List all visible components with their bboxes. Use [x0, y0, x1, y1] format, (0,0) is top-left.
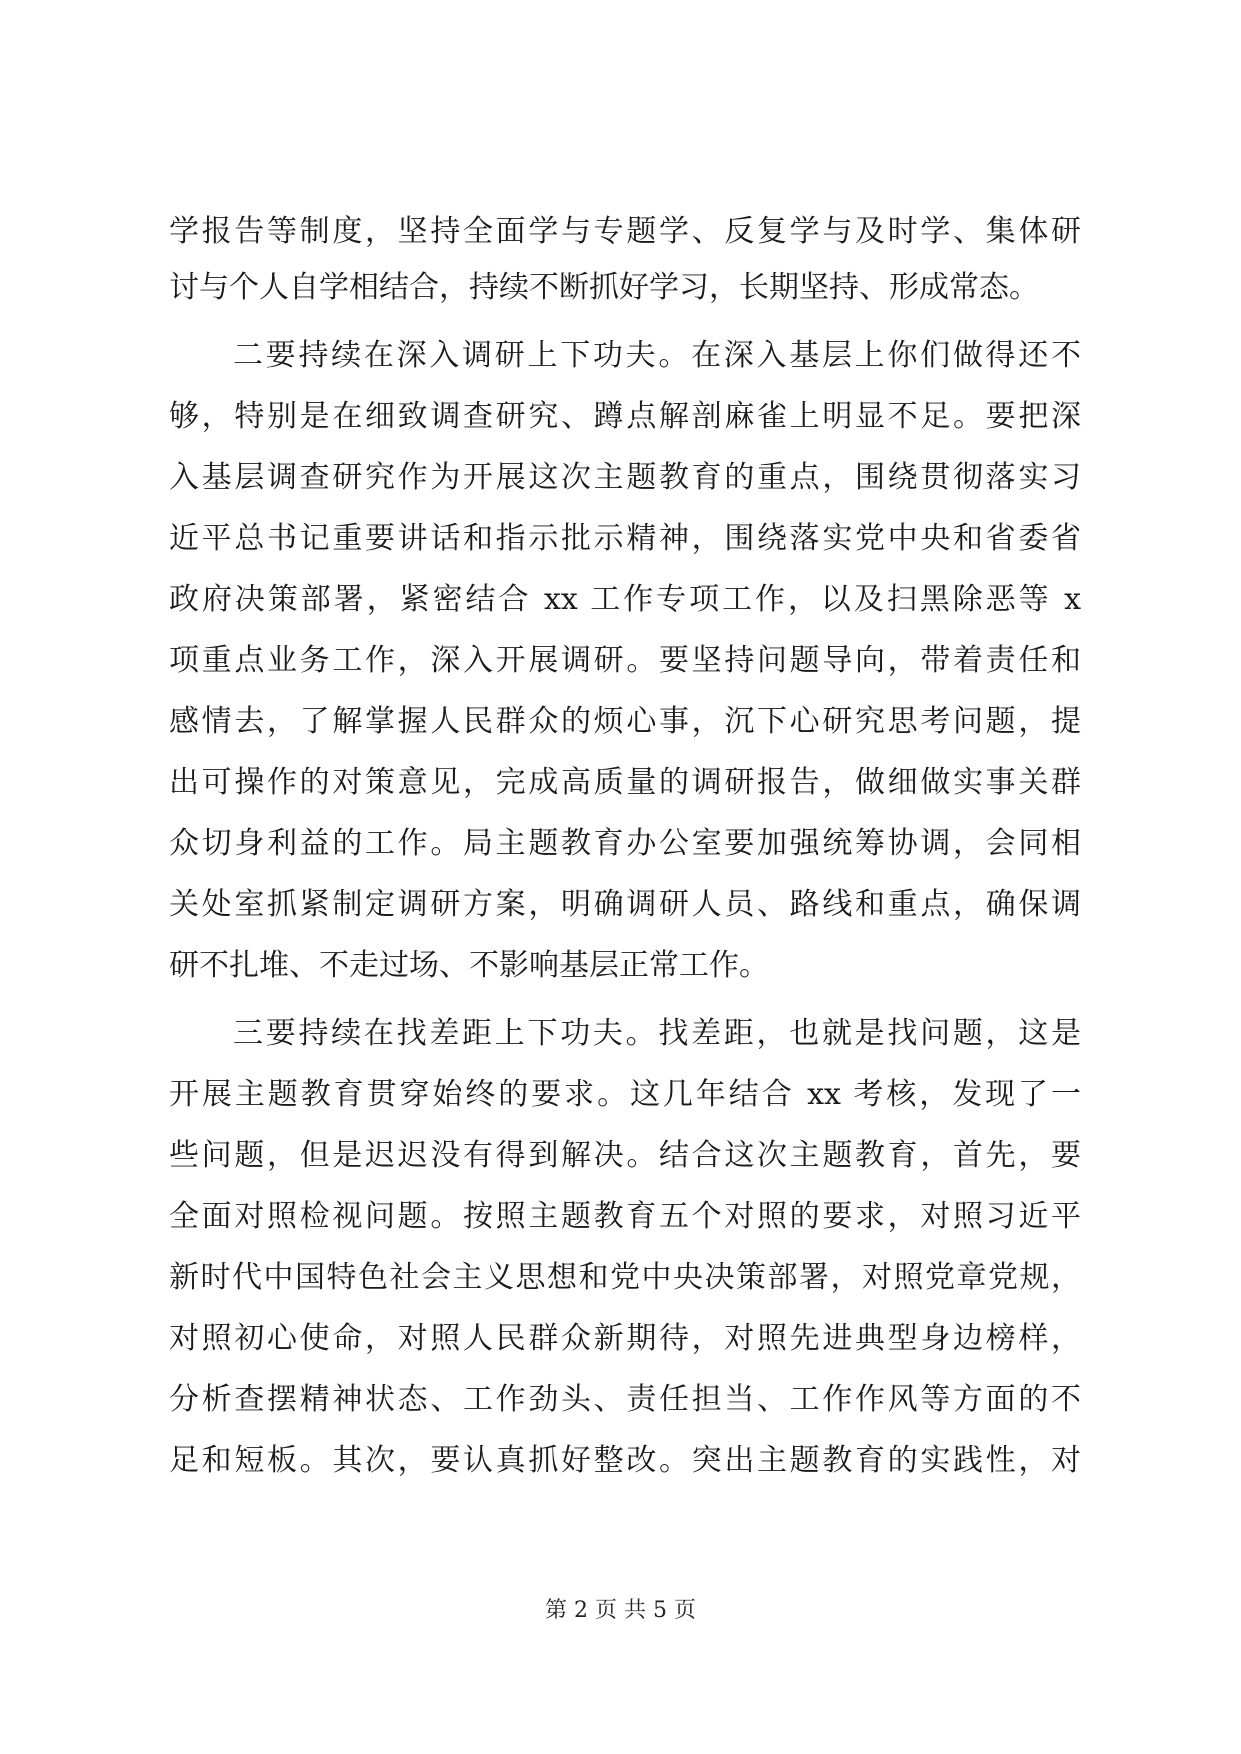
text-line: 开展主题教育贯穿始终的要求。这几年结合 xx 考核，发现了一 [169, 1077, 1081, 1112]
text-line: 众切身利益的工作。局主题教育办公室要加强统筹协调，会同相 [169, 826, 1081, 861]
text-line: 关处室抓紧制定调研方案，明确调研人员、路线和重点，确保调 [169, 887, 1081, 922]
text-line: 分析查摆精神状态、工作劲头、责任担当、工作作风等方面的不 [169, 1382, 1081, 1417]
paragraph-start-line: 二要持续在深入调研上下功夫。在深入基层上你们做得还不 [233, 338, 1081, 373]
page-footer: 第 2 页 共 5 页 [545, 1598, 696, 1623]
text-line: 够，特别是在细致调查研究、蹲点解剖麻雀上明显不足。要把深 [169, 399, 1081, 434]
paragraph-start-line: 三要持续在找差距上下功夫。找差距，也就是找问题，这是 [233, 1016, 1081, 1051]
text-line: 学报告等制度，坚持全面学与专题学、反复学与及时学、集体研 [169, 214, 1081, 249]
text-line: 讨与个人自学相结合，持续不断抓好学习，长期坚持、形成常态。 [169, 270, 1039, 305]
text-line: 些问题，但是迟迟没有得到解决。结合这次主题教育，首先，要 [169, 1138, 1081, 1173]
text-line: 项重点业务工作，深入开展调研。要坚持问题导向，带着责任和 [169, 643, 1081, 678]
text-line: 研不扎堆、不走过场、不影响基层正常工作。 [169, 948, 769, 983]
text-line: 感情去，了解掌握人民群众的烦心事，沉下心研究思考问题，提 [169, 704, 1081, 739]
text-line: 对照初心使命，对照人民群众新期待，对照先进典型身边榜样， [169, 1321, 1081, 1356]
text-line: 近平总书记重要讲话和指示批示精神，围绕落实党中央和省委省 [169, 521, 1081, 556]
text-line: 足和短板。其次，要认真抓好整改。突出主题教育的实践性，对 [169, 1443, 1081, 1478]
text-line: 新时代中国特色社会主义思想和党中央决策部署，对照党章党规， [169, 1260, 1081, 1295]
text-line: 政府决策部署，紧密结合 xx 工作专项工作，以及扫黑除恶等 x [169, 582, 1081, 617]
text-line: 入基层调查研究作为开展这次主题教育的重点，围绕贯彻落实习 [169, 460, 1081, 495]
text-line: 出可操作的对策意见，完成高质量的调研报告，做细做实事关群 [169, 765, 1081, 800]
text-line: 全面对照检视问题。按照主题教育五个对照的要求，对照习近平 [169, 1199, 1081, 1234]
